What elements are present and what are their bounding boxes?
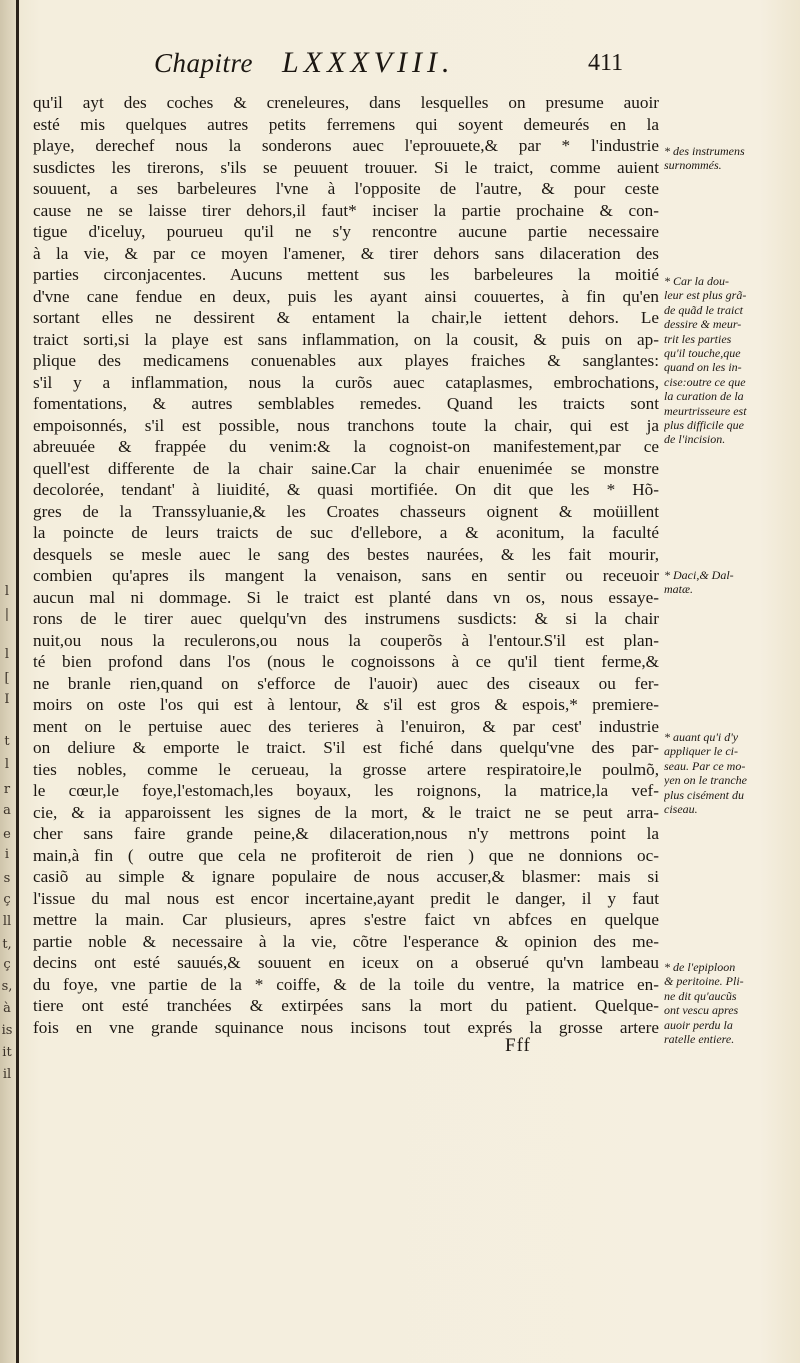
margin-note-line: * des instrumens [664, 144, 745, 158]
margin-note-line: dessire & meur- [664, 317, 742, 332]
text-line: fomentations, & autres semblables remedes. Quand les traicts sont [33, 394, 659, 413]
margin-note-line: plus difficile que [664, 418, 744, 433]
bleed-glyph: | [4, 607, 10, 622]
bleed-glyph: il [2, 1067, 12, 1082]
margin-note-line: la curation de la [664, 389, 744, 404]
text-line: rons de le tirer auec quelqu'vn des instrumens susdicts: & si la chair [33, 609, 659, 628]
margin-note-line: * auant qu'i d'y [664, 730, 739, 744]
text-line: empoisonnés, s'il est possible, nous tranchons toute la chair, qui est ja [33, 415, 659, 435]
bleed-glyph: [ [4, 671, 10, 686]
text-line: le cœur,le foye,l'estomach,les boyaux, les roignons, la matrice,la vef- [33, 781, 659, 800]
bleed-glyph: i [4, 847, 10, 862]
chapter-label: Chapitre [154, 48, 254, 78]
text-line: l'issue du mal nous est encor incertaine,ayant predit le danger, il y faut [33, 888, 659, 908]
text-line: aucun mal ni dommage. Si le traict est planté dans vn os, nous essaye- [33, 587, 659, 607]
bleed-glyph: is [1, 1023, 13, 1038]
signature-mark: Fff [505, 1035, 531, 1056]
bleed-glyph: l [4, 584, 10, 599]
margin-note-line: ratelle entiere. [664, 1032, 735, 1047]
margin-note-line: yen on le tranche [664, 773, 747, 788]
margin-note [664, 274, 798, 447]
text-line: ne branle rien,quand on s'efforce de l'auoir) auec des ciseaux ou fer- [33, 673, 659, 693]
margin-note-line: ont vescu apres [664, 1003, 739, 1018]
text-line: plique des medicamens conuenables aux playes fraiches & sanglantes: [33, 351, 659, 370]
text-line: playe, derechef nous la sonderons auec l'eprouuete,& par * l'industrie [33, 136, 659, 155]
text-line: abreuuée & frappée du venim:& la cognoist-on manifestement,par ce [33, 437, 659, 456]
text-line: moirs on oste l'os qui est à lentour, & s'il est gros & espois,* premiere- [33, 695, 659, 714]
text-line: tigue d'iceluy, pourueu qu'il ne s'y rencontre aucune partie necessaire [33, 222, 659, 241]
margin-note-line: surnommés. [664, 158, 722, 173]
margin-note-line: plus cisément du [664, 787, 744, 802]
chapter-number: LXXXVIII. [282, 46, 455, 79]
text-line: souuent, a ses barbeleures l'vne à l'opposite de l'autre, & pour ceste [33, 179, 659, 198]
text-line: decins ont esté sauués,& souuent en iceux on a obserué qu'vn lambeau [33, 953, 659, 972]
bleed-glyph: ç [3, 892, 11, 907]
text-line: partie noble & necessaire à la vie, cõtre l'esperance & opinion des me- [33, 931, 659, 951]
bleed-glyph: it [2, 1045, 12, 1060]
text-line: ties nobles, comme le cerueau, la grosse artere respiratoire,le poulmõ, [33, 759, 659, 779]
margin-note-line: meurtrisseure est [664, 403, 747, 418]
bleed-glyph: l [4, 757, 10, 772]
margin-note [664, 730, 798, 816]
running-header [130, 44, 670, 84]
main-text-block [33, 92, 659, 1038]
text-line: sortant elles ne dessirent & entament la chair,le iettent dehors. Le [33, 308, 659, 327]
bleed-glyph: I [4, 692, 10, 707]
text-line: cher sans faire grande peine,& dilaceration,nous n'y mettrons point la [33, 824, 659, 843]
text-line: la poincte de leurs traicts de suc d'ellebore, a & aconitum, la faculté [33, 523, 659, 542]
margin-note-line: & peritoine. Pli- [664, 974, 744, 989]
text-line: ment on le pertuise auec des terieres à l'enuiron, & par cest' industrie [33, 716, 659, 736]
binding-edge [16, 0, 19, 1363]
bleed-glyph: a [3, 803, 11, 818]
text-line: s'il y a inflammation, nous la curõs auec cataplasmes, embrochations, [33, 372, 659, 392]
margin-note-line: * Car la dou- [664, 274, 730, 288]
bleed-glyph: e [3, 827, 11, 842]
text-line: casiõ au simple & ignare populaire de nous accuser,& blasmer: mais si [33, 867, 659, 886]
margin-note-line: quand on les in- [664, 360, 742, 375]
bleed-glyph: s, [1, 979, 13, 994]
text-line: gres de la Transsyluanie,& les Croates chasseurs oignent & moüillent [33, 501, 659, 521]
text-line: on deliure & emporte le traict. S'il est fiché dans quelqu'vne des par- [33, 738, 659, 757]
text-line: susdictes les tirerons, s'ils se peuuent trouuer. Si le traict, comme auient [33, 157, 659, 177]
text-line: esté mis quelques autres petits ferremens qui soyent demeurés en la [33, 114, 659, 134]
text-line: nuit,ou nous la reculerons,ou nous la couperõs à l'entour.S'il est plan- [33, 630, 659, 650]
margin-note [664, 568, 798, 597]
bleed-glyph: à [3, 1001, 11, 1016]
margin-note-line: * de l'epiploon [664, 960, 736, 974]
bleed-glyph: t [4, 734, 10, 749]
margin-note-line: appliquer le ci- [664, 744, 738, 759]
bleed-glyph: r [3, 782, 11, 797]
margin-note-line: ciseau. [664, 802, 698, 817]
text-line: tiere ont esté tranchées & extirpées sans la mort du patient. Quelque- [33, 996, 659, 1015]
margin-note-line: auoir perdu la [664, 1017, 733, 1032]
bleed-glyph: ll [2, 914, 12, 929]
margin-note [664, 144, 798, 173]
text-line: mettre la main. Car plusieurs, apres s'estre faict vn abfces en quelque [33, 910, 659, 929]
margin-note-line: de l'incision. [664, 432, 726, 447]
text-line: fois en vne grande squinance nous incisons tout exprés la grosse artere [33, 1017, 659, 1037]
text-line: parties circonjacentes. Aucuns mettent sus les barbeleures la moitié [33, 265, 659, 284]
bleed-glyph: t, [2, 937, 12, 952]
text-line: té bien profond dans l'os (nous le cognoissons à ce qu'il tient ferme,& [33, 652, 659, 671]
margin-note-line: * Daci,& Dal- [664, 568, 734, 582]
text-line: cause ne se laisse tirer dehors,il faut* inciser la partie prochaine & con- [33, 200, 659, 220]
text-line: d'vne cane fendue en deux, puis les ayant ainsi couuertes, à fin qu'en [33, 286, 659, 306]
text-line: à la vie, & par ce moyen l'amener, & tirer dehors sans dilaceration des [33, 243, 659, 263]
text-line: cie, & ia apparoissent les signes de la mort, & le traict ne se peut arra- [33, 802, 659, 822]
margin-note-line: cise:outre ce que [664, 374, 746, 389]
margin-note-line: qu'il touche,que [664, 346, 741, 361]
margin-note-line: matæ. [664, 582, 694, 597]
margin-note [664, 960, 798, 1046]
page-number: 411 [588, 50, 624, 76]
text-line: combien qu'apres ils mangent la venaison, sans en sentir ou receuoir [33, 566, 659, 585]
margin-note-line: ne dit qu'aucũs [664, 988, 737, 1003]
bleed-glyph: l [4, 647, 10, 662]
margin-note-line: seau. Par ce mo- [664, 758, 746, 773]
margin-note-line: leur est plus grã- [664, 288, 747, 303]
text-line: traict sorti,si la playe est sans inflammation, on la cousit, & puis on ap- [33, 329, 659, 349]
text-line: du foye, vne partie de la * coiffe, & de la toile du ventre, la matrice en- [33, 974, 659, 994]
text-line: main,à fin ( outre que cela ne profiteroit de rien ) que ne donnions oc- [33, 845, 659, 865]
bleed-glyph: ç [3, 957, 11, 972]
margin-note-line: trit les parties [664, 331, 732, 346]
text-line: desquels se mesle auec le sang des bestes naurées, & les fait mourir, [33, 544, 659, 564]
text-line: decolorée, tendant' à liuidité, & quasi mortifiée. On dit que les * Hõ- [33, 480, 659, 499]
margin-note-line: de quãd le traict [664, 302, 743, 317]
text-line: quell'est differente de la chair saine.Car la chair enuenimée se monstre [33, 458, 659, 478]
bleed-glyph: s [3, 871, 11, 886]
text-line: qu'il ayt des coches & creneleures, dans lesquelles on presume auoir [33, 93, 659, 112]
